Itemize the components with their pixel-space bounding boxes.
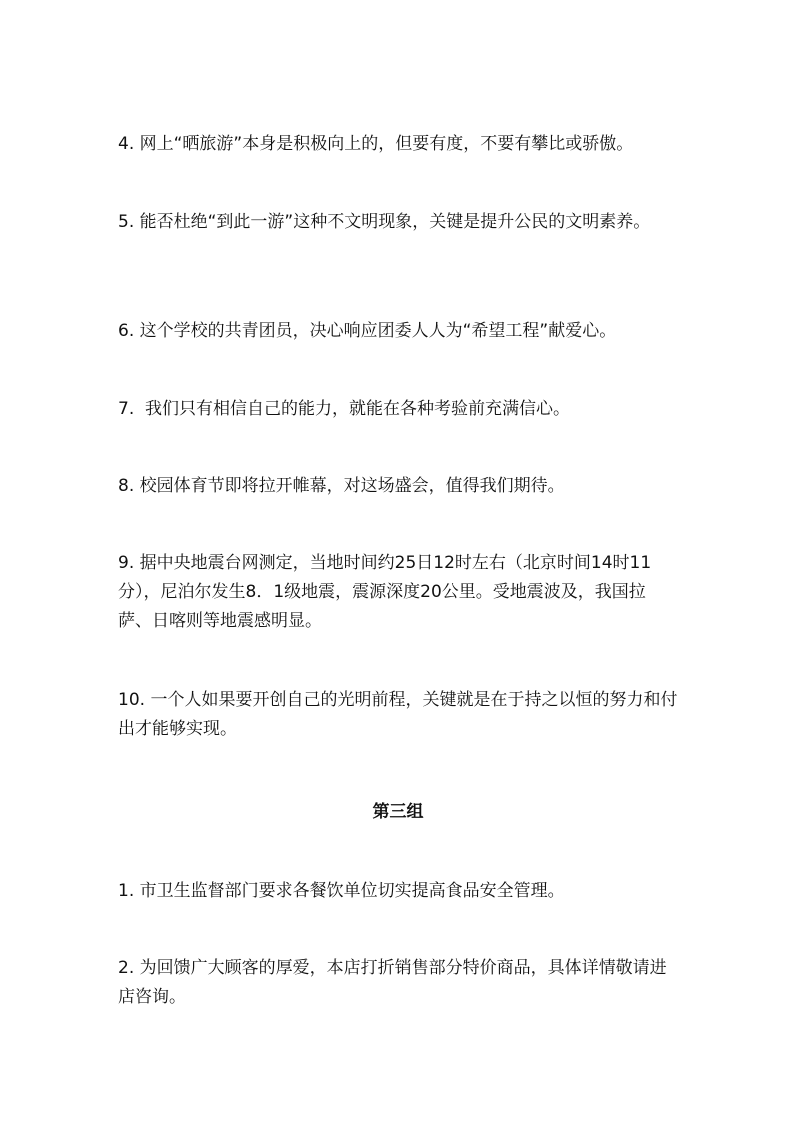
sentence-item: 10. 一个人如果要开创自己的光明前程，关键就是在于持之以恒的努力和付出才能够实现。 <box>118 690 678 739</box>
sentence-item: 4. 网上“晒旅游”本身是积极向上的，但要有度，不要有攀比或骄傲。 <box>118 134 634 154</box>
sentence-item: 5. 能否杜绝“到此一游”这种不文明现象，关键是提升公民的文明素养。 <box>118 212 651 232</box>
sentence-item: 1. 市卫生监督部门要求各餐饮单位切实提高食品安全管理。 <box>118 881 565 901</box>
sentence-item: 8. 校园体育节即将拉开帷幕，对这场盛会，值得我们期待。 <box>118 476 565 496</box>
sentence-item: 9. 据中央地震台网测定，当地时间约25日12时左右（北京时间14时11分），尼泊尔发生8．1级地震，震源深度20公里。受地震波及，我国拉萨、日喀则等地震感明显。 <box>118 553 652 631</box>
sentence-item: 2. 为回馈广大顾客的厚爱，本店打折销售部分特价商品，具体详情敬请进店咨询。 <box>118 958 667 1007</box>
sentence-item: 7. 我们只有相信自己的能力，就能在各种考验前充满信心。 <box>118 399 571 419</box>
sentence-item: 6. 这个学校的共青团员，决心响应团委人人为“希望工程”献爱心。 <box>118 321 617 341</box>
section-heading: 第三组 <box>372 802 424 822</box>
